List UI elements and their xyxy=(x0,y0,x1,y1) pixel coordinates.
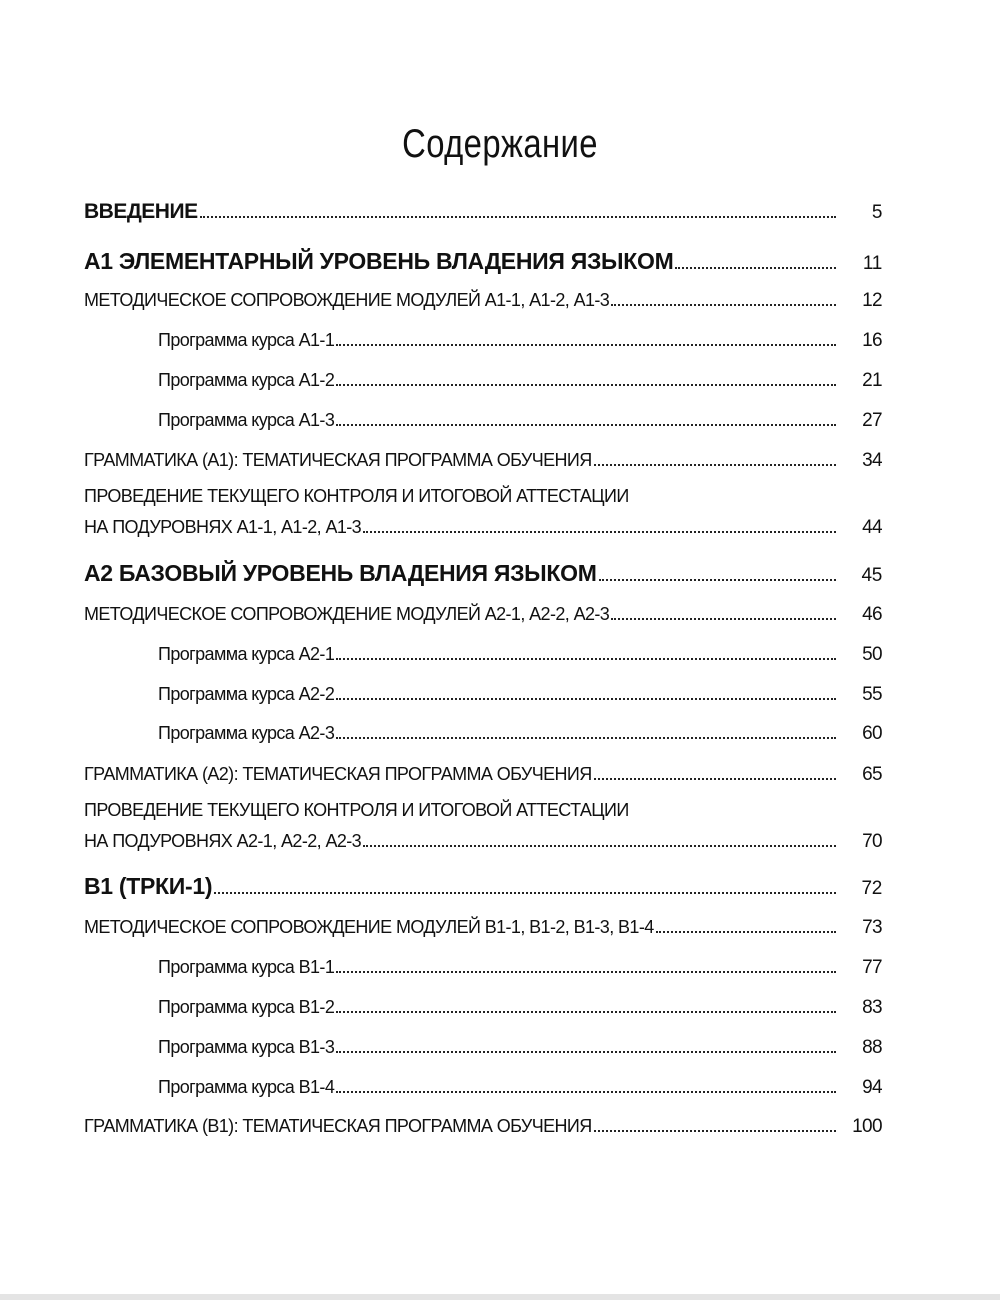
toc-entry-a2-level[interactable] xyxy=(84,560,882,587)
toc-entry-label: ГРАММАТИКА (А2): ТЕМАТИЧЕСКАЯ ПРОГРАММА ОБУЧЕНИЯ xyxy=(84,764,592,784)
toc-entry-label: А2 БАЗОВЫЙ УРОВЕНЬ ВЛАДЕНИЯ ЯЗЫКОМ xyxy=(84,560,597,586)
toc-entry-label: А1 ЭЛЕМЕНТАРНЫЙ УРОВЕНЬ ВЛАДЕНИЯ ЯЗЫКОМ xyxy=(84,248,674,274)
toc-entry-label: МЕТОДИЧЕСКОЕ СОПРОВОЖДЕНИЕ МОДУЛЕЙ А1-1, А1-2, А1-3 xyxy=(84,290,610,310)
dot-leader xyxy=(336,1051,836,1053)
toc-entry-label: Программа курса А2-3 xyxy=(158,723,335,743)
toc-entry-page: 45 xyxy=(861,565,882,586)
toc-entry-a1-1-course[interactable] xyxy=(84,330,882,352)
toc-entry-label: Программа курса А1-2 xyxy=(158,370,335,390)
toc-entry-a2-3-course[interactable] xyxy=(84,723,882,745)
toc-entry-page: 73 xyxy=(862,917,882,938)
dot-leader xyxy=(336,344,836,346)
toc-entry-label-line2: НА ПОДУРОВНЯХ А1-1, А1-2, А1-3 xyxy=(84,517,362,537)
toc-entry-label: Программа курса А1-3 xyxy=(158,410,335,430)
dot-leader xyxy=(363,845,836,847)
toc-entry-introduction[interactable] xyxy=(84,200,882,224)
toc-entry-b1-3-course[interactable] xyxy=(84,1037,882,1059)
toc-entry-b1-4-course[interactable] xyxy=(84,1077,882,1099)
toc-entry-page: 100 xyxy=(852,1116,882,1137)
toc-entry-label: Программа курса В1-4 xyxy=(158,1077,335,1097)
toc-entry-page: 5 xyxy=(871,202,882,223)
toc-entry-a2-grammar[interactable] xyxy=(84,764,882,786)
toc-entry-b1-grammar[interactable] xyxy=(84,1116,882,1138)
dot-leader xyxy=(200,216,836,218)
toc-entry-page: 83 xyxy=(862,997,882,1018)
toc-entry-page: 16 xyxy=(862,330,882,351)
toc-entry-label-line2: НА ПОДУРОВНЯХ А2-1, А2-2, А2-3 xyxy=(84,831,362,851)
dot-leader xyxy=(336,384,836,386)
toc-entry-label: ВВЕДЕНИЕ xyxy=(84,200,198,223)
dot-leader xyxy=(336,424,836,426)
toc-entry-label: Программа курса В1-3 xyxy=(158,1037,335,1057)
dot-leader xyxy=(599,579,836,581)
toc-entry-a1-2-course[interactable] xyxy=(84,370,882,392)
toc-entry-page: 12 xyxy=(862,290,882,311)
toc-entry-label: Программа курса В1-1 xyxy=(158,957,335,977)
toc-entry-page: 46 xyxy=(862,604,882,625)
toc-entry-label: МЕТОДИЧЕСКОЕ СОПРОВОЖДЕНИЕ МОДУЛЕЙ В1-1, В1-2, В1-3, В1-4 xyxy=(84,917,654,937)
toc-entry-label: ГРАММАТИКА (А1): ТЕМАТИЧЕСКАЯ ПРОГРАММА ОБУЧЕНИЯ xyxy=(84,450,592,470)
toc-entry-label: ГРАММАТИКА (В1): ТЕМАТИЧЕСКАЯ ПРОГРАММА ОБУЧЕНИЯ xyxy=(84,1116,592,1136)
toc-entry-a1-grammar[interactable] xyxy=(84,450,882,472)
toc-entry-a2-assessment[interactable] xyxy=(84,800,882,853)
page-bottom-edge xyxy=(0,1294,1000,1300)
dot-leader xyxy=(336,737,836,739)
dot-leader xyxy=(214,892,836,894)
dot-leader xyxy=(336,971,836,973)
toc-entry-a2-2-course[interactable] xyxy=(84,684,882,706)
toc-entry-page: 27 xyxy=(862,410,882,431)
dot-leader xyxy=(336,698,836,700)
toc-entry-page: 11 xyxy=(862,253,882,274)
dot-leader xyxy=(363,531,836,533)
toc-entry-page: 44 xyxy=(862,517,882,538)
toc-entry-label: МЕТОДИЧЕСКОЕ СОПРОВОЖДЕНИЕ МОДУЛЕЙ А2-1, А2-2, А2-3 xyxy=(84,604,610,624)
toc-entry-page: 88 xyxy=(862,1037,882,1058)
toc-entry-a1-3-course[interactable] xyxy=(84,410,882,432)
toc-entry-label: Программа курса А2-2 xyxy=(158,684,335,704)
toc-entry-label-line1: ПРОВЕДЕНИЕ ТЕКУЩЕГО КОНТРОЛЯ И ИТОГОВОЙ АТТЕСТАЦИИ xyxy=(84,800,629,820)
toc-entry-b1-2-course[interactable] xyxy=(84,997,882,1019)
toc-entry-label: Программа курса А1-1 xyxy=(158,330,335,350)
dot-leader xyxy=(611,618,836,620)
dot-leader xyxy=(336,1011,836,1013)
toc-entry-a1-level[interactable] xyxy=(84,248,882,275)
toc-entry-page: 77 xyxy=(862,957,882,978)
toc-entry-a2-1-course[interactable] xyxy=(84,644,882,666)
dot-leader xyxy=(675,267,836,269)
toc-entry-page: 94 xyxy=(862,1077,882,1098)
toc-entry-page: 50 xyxy=(862,644,882,665)
toc-entry-b1-methodology[interactable] xyxy=(84,917,882,939)
toc-entry-label-line1: ПРОВЕДЕНИЕ ТЕКУЩЕГО КОНТРОЛЯ И ИТОГОВОЙ АТТЕСТАЦИИ xyxy=(84,486,629,506)
dot-leader xyxy=(594,1130,836,1132)
dot-leader xyxy=(594,464,836,466)
dot-leader xyxy=(611,304,836,306)
dot-leader xyxy=(656,931,836,933)
toc-entry-page: 70 xyxy=(862,831,882,852)
toc-entry-page: 65 xyxy=(862,764,882,785)
toc-entry-b1-1-course[interactable] xyxy=(84,957,882,979)
toc-entry-label: Программа курса В1-2 xyxy=(158,997,335,1017)
toc-entry-page: 21 xyxy=(862,370,882,391)
page-title: Содержание xyxy=(402,122,598,166)
dot-leader xyxy=(336,658,836,660)
dot-leader xyxy=(336,1091,836,1093)
toc-entry-label: Программа курса А2-1 xyxy=(158,644,335,664)
toc-entry-label: В1 (ТРКИ-1) xyxy=(84,873,213,899)
toc-entry-page: 72 xyxy=(861,878,882,899)
toc-entry-a1-assessment[interactable] xyxy=(84,486,882,539)
toc-entry-a2-methodology[interactable] xyxy=(84,604,882,626)
toc-entry-page: 60 xyxy=(862,723,882,744)
toc-entry-page: 55 xyxy=(862,684,882,705)
dot-leader xyxy=(594,778,836,780)
toc-entry-page: 34 xyxy=(862,450,882,471)
toc-entry-b1-level[interactable] xyxy=(84,873,882,900)
toc-entry-a1-methodology[interactable] xyxy=(84,290,882,312)
